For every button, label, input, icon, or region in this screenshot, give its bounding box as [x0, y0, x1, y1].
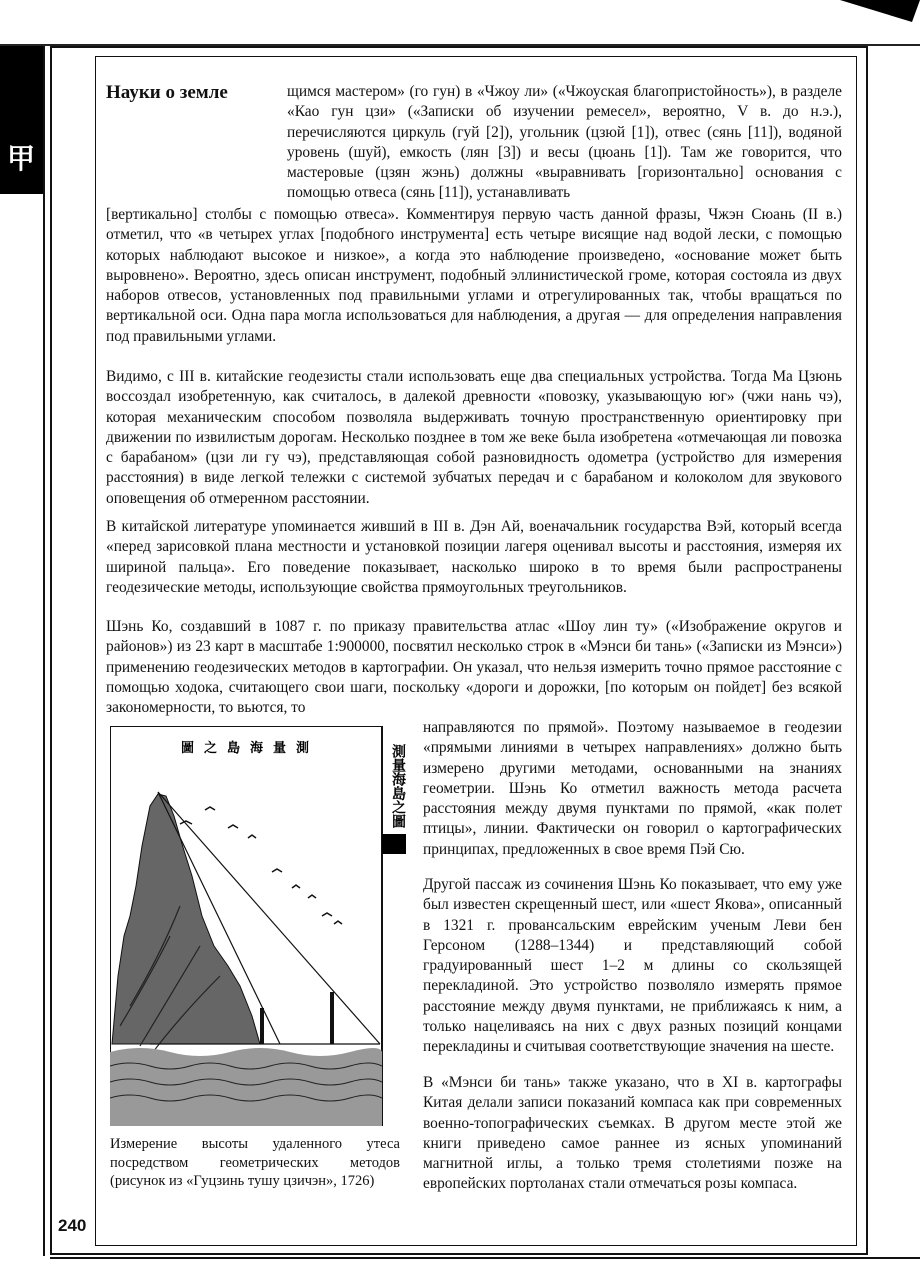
paragraph-cont: [вертикально] столбы с помощью отвеса». Комментируя первую часть данной фразы, Чжэн Сюань (II в.) отметил, что «в четырех углах [подобного инструмента] есть четыре висящие над водой лески, с помощью которых наблюдают высокое и низкое», а когда это наблюдение произведено, «основание может быть выровнено». Вероятно, здесь описан инструмент, подобный эллинистической громе, которая состояла из двух наборов отвесов, установленных под правильными углами и отрегулированных так, чтобы вращаться по вертикальной оси. Одна пара могла использоваться для наблюдения, а другая — для определения направления под правильными углами. — [106, 206, 842, 345]
left-vertical-rule — [43, 46, 45, 1256]
page-number: 240 — [58, 1216, 87, 1235]
paragraph-shen-ko: Шэнь Ко, создавший в 1087 г. по приказу правительства атлас «Шоу лин ту» («Изображение округов и районов») из 23 карт в масштабе 1:900000, посвятил несколько строк в «Мэнси би тань» («Записки из Мэнси») применению геодезических методов в картографии. Он указал, что нельзя измерить точно прямое расстояние с помощью ходока, считающего свои шаги, поскольку «дороги и дорожки, [по которым он пойдет] без всякой закономерности, то вьются, то — [106, 618, 842, 717]
figure-island-measurement — [110, 726, 408, 1126]
paragraph-shen-ko-cont: направляются по прямой». Поэтому называемое в геодезии «прямыми линиями в четырех направлениях» должно быть измерено другими методами, основанными на знаниях геометрии. Шэнь Ко отметил важность метода расчета расстояния между двумя пунктами по прямой, «как полет птицы», линии. Фактически он говорил о картографических принципах, предложенных в свое время Пэй Сю. — [423, 719, 842, 858]
chapter-side-tab — [0, 46, 44, 194]
figure-title: 圖之島海量測 — [180, 741, 320, 756]
figure-side-text: 測量海島之圖 — [390, 744, 406, 828]
paragraph-intro: щимся мастером» (го гун) в «Чжоу ли» («Чжоуская благопристойность»), в разделе «Као гун цзи» («Записки об изучении ремесел», вероятно, V в. до н.э.), перечисляются циркуль (гуй [2]), угольник (цзюй [1]), отвес (сянь [11]), водяной уровень (шуй), емкость (лян [3]) и весы (цюань [1]). Там же говорится, что мастеровые (цзян жэнь) должны «выравнивать [горизонтально] основания с помощью отвеса (сянь [11]), устанавливать — [287, 83, 842, 202]
paragraph-jacobs-staff: Другой пассаж из сочинения Шэнь Ко показывает, что ему уже был известен скрещенный шест, или «шест Якова», описанный в 1321 г. провансальским еврейским ученым Леви бен Герсоном (1288–1344) и представляющий собой градуированный шест 1–2 м длины со скользящей перекладиной. Это устройство позволяло измерять прямое расстояние между двумя пунктами, не приближаясь к ним, а только нацеливаясь на них с двух разных позиций концами перекладины и считывая соответствующие значения на шесте. — [423, 876, 842, 1056]
figure-sea — [110, 1048, 382, 1126]
figure-caption: Измерение высоты удаленного утеса посредством геометрических методов (рисунок из «Гуцзинь тушу цзичэн», 1726) — [110, 1136, 400, 1190]
paragraph-compass: В «Мэнси би тань» также указано, что в XI в. картографы Китая делали записи показаний компаса как при современных военно-топографических съемках. В другом месте этой же книги приведено самое раннее из ясных упоминаний магнитной иглы, а только тремя столетиями позже на европейских портоланах стали отмечаться розы компаса. — [423, 1074, 842, 1193]
figure-pole-near — [260, 1008, 264, 1044]
bottom-frame-line — [50, 1257, 920, 1259]
paragraph-devices: Видимо, с III в. китайские геодезисты стали использовать еще два специальных устройства. Тогда Ма Цзюнь воссоздал изобретенную, как считалось, в далекой древности «повозку, указывающую юг» (чжи нань чэ), которая механическим способом позволяла выдерживать точную пространственную ориентировку при движении по извилистым дорогам. Несколько позднее в том же веке была изобретена «отмечающая ли повозка с барабаном» (цзи ли гу чэ), представляющая собой разновидность одометра (устройство для измерения расстояния) в виде легкой тележки с системой зубчатых передач и с барабаном и колоколом для звукового оповещения об отмеренном расстоянии. — [106, 368, 842, 507]
chapter-glyph: 甲 — [6, 142, 35, 175]
figure-pole-far — [330, 992, 334, 1044]
corner-arrow-mark — [840, 0, 920, 22]
section-title: Науки о земле — [106, 82, 228, 103]
figure-side-mark — [382, 834, 406, 854]
paragraph-deng-ai: В китайской литературе упоминается живший в III в. Дэн Ай, военачальник государства Вэй, который всегда «перед зарисовкой плана местности и установкой позиции лагеря оценивал высоты и расстояния, измеряя их шириной пальца». Его поведение показывает, насколько широко в то время были распространены геодезические методы, использующие свойства прямоугольных треугольников. — [106, 518, 842, 596]
